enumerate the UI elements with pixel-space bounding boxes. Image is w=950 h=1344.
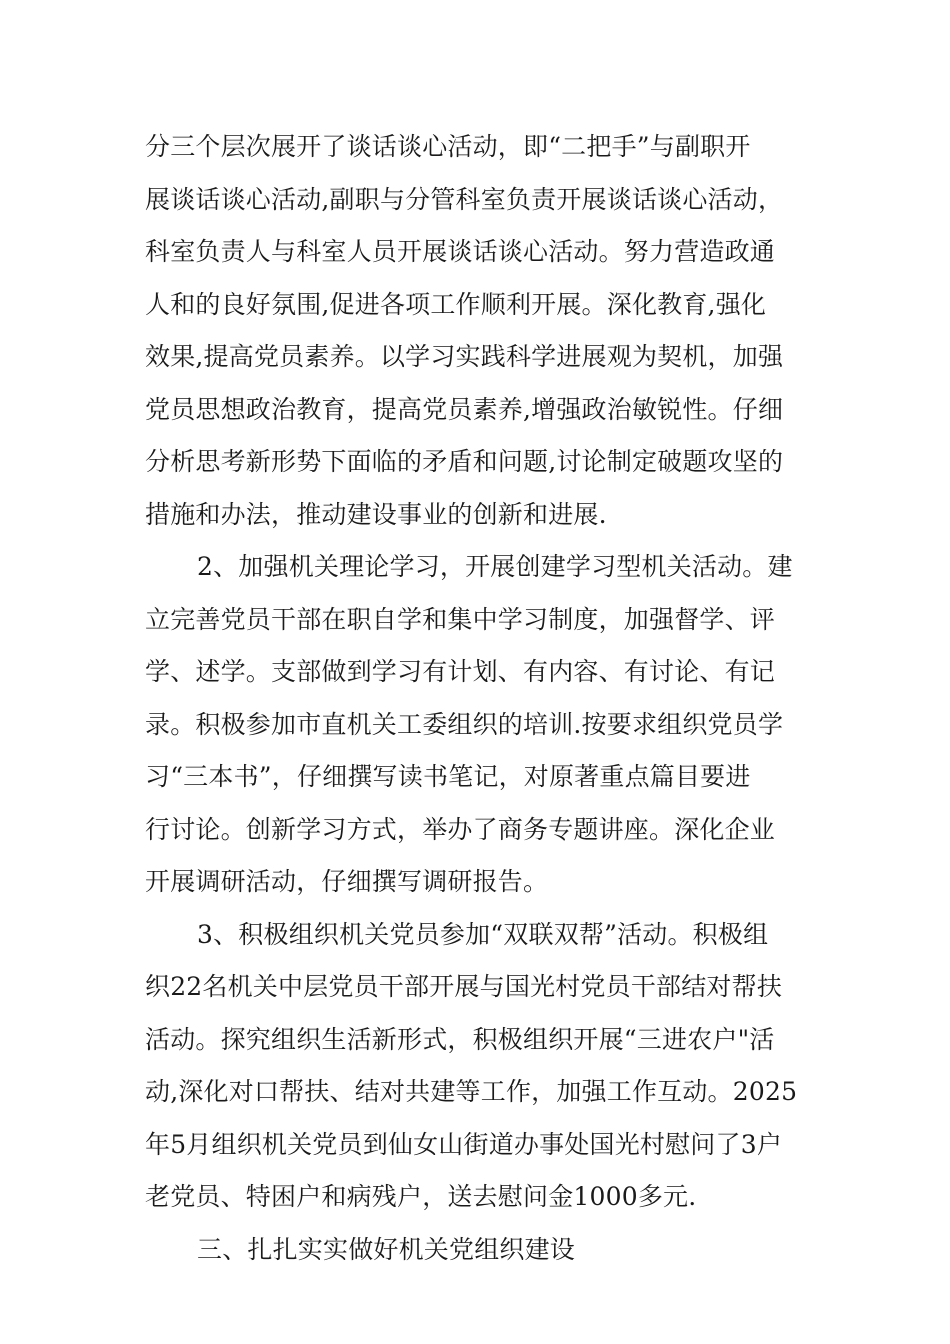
paragraph-3-first-line: 3、积极组织机关党员参加“双联双帮”活动。积极组 bbox=[197, 920, 769, 949]
text-line: 开展调研活动，仔细撰写调研报告。 bbox=[145, 867, 549, 896]
text-line: 分三个层次展开了谈话谈心活动，即“二把手”与副职开 bbox=[145, 132, 751, 161]
text-line: 分析思考新形势下面临的矛盾和问题,讨论制定破题攻坚的 bbox=[145, 447, 784, 476]
text-line: 行讨论。创新学习方式，举办了商务专题讲座。深化企业 bbox=[145, 815, 776, 844]
text-line: 录。积极参加市直机关工委组织的培训.按要求组织党员学 bbox=[145, 710, 784, 739]
section-heading: 三、扎扎实实做好机关党组织建设 bbox=[197, 1235, 576, 1264]
text-line: 措施和办法，推动建设事业的创新和进展. bbox=[145, 500, 607, 529]
text-line: 效果,提高党员素养。以学习实践科学进展观为契机，加强 bbox=[145, 342, 784, 371]
text-line: 人和的良好氛围,促进各项工作顺利开展。深化教育,强化 bbox=[145, 290, 767, 319]
text-line: 年5月组织机关党员到仙女山街道办事处国光村慰问了3户 bbox=[145, 1130, 783, 1159]
text-line: 织22名机关中层党员干部开展与国光村党员干部结对帮扶 bbox=[145, 972, 783, 1001]
text-line: 习“三本书”，仔细撰写读书笔记，对原著重点篇目要进 bbox=[145, 762, 751, 791]
text-line: 动,深化对口帮扶、结对共建等工作，加强工作互动。2025 bbox=[145, 1077, 798, 1106]
text-line: 立完善党员干部在职自学和集中学习制度，加强督学、评 bbox=[145, 605, 776, 634]
text-line: 科室负责人与科室人员开展谈话谈心活动。努力营造政通 bbox=[145, 237, 776, 266]
text-line: 老党员、特困户和病残户，送去慰问金1000多元. bbox=[145, 1182, 697, 1211]
text-line: 党员思想政治教育，提高党员素养,增强政治敏锐性。仔细 bbox=[145, 395, 784, 424]
text-line: 展谈话谈心活动,副职与分管科室负责开展谈话谈心活动， bbox=[145, 185, 784, 214]
text-line: 活动。探究组织生活新形式，积极组织开展“三进农户"活 bbox=[145, 1025, 775, 1054]
text-line: 学、述学。支部做到学习有计划、有内容、有讨论、有记 bbox=[145, 657, 776, 686]
paragraph-2-first-line: 2、加强机关理论学习，开展创建学习型机关活动。建 bbox=[197, 552, 793, 581]
